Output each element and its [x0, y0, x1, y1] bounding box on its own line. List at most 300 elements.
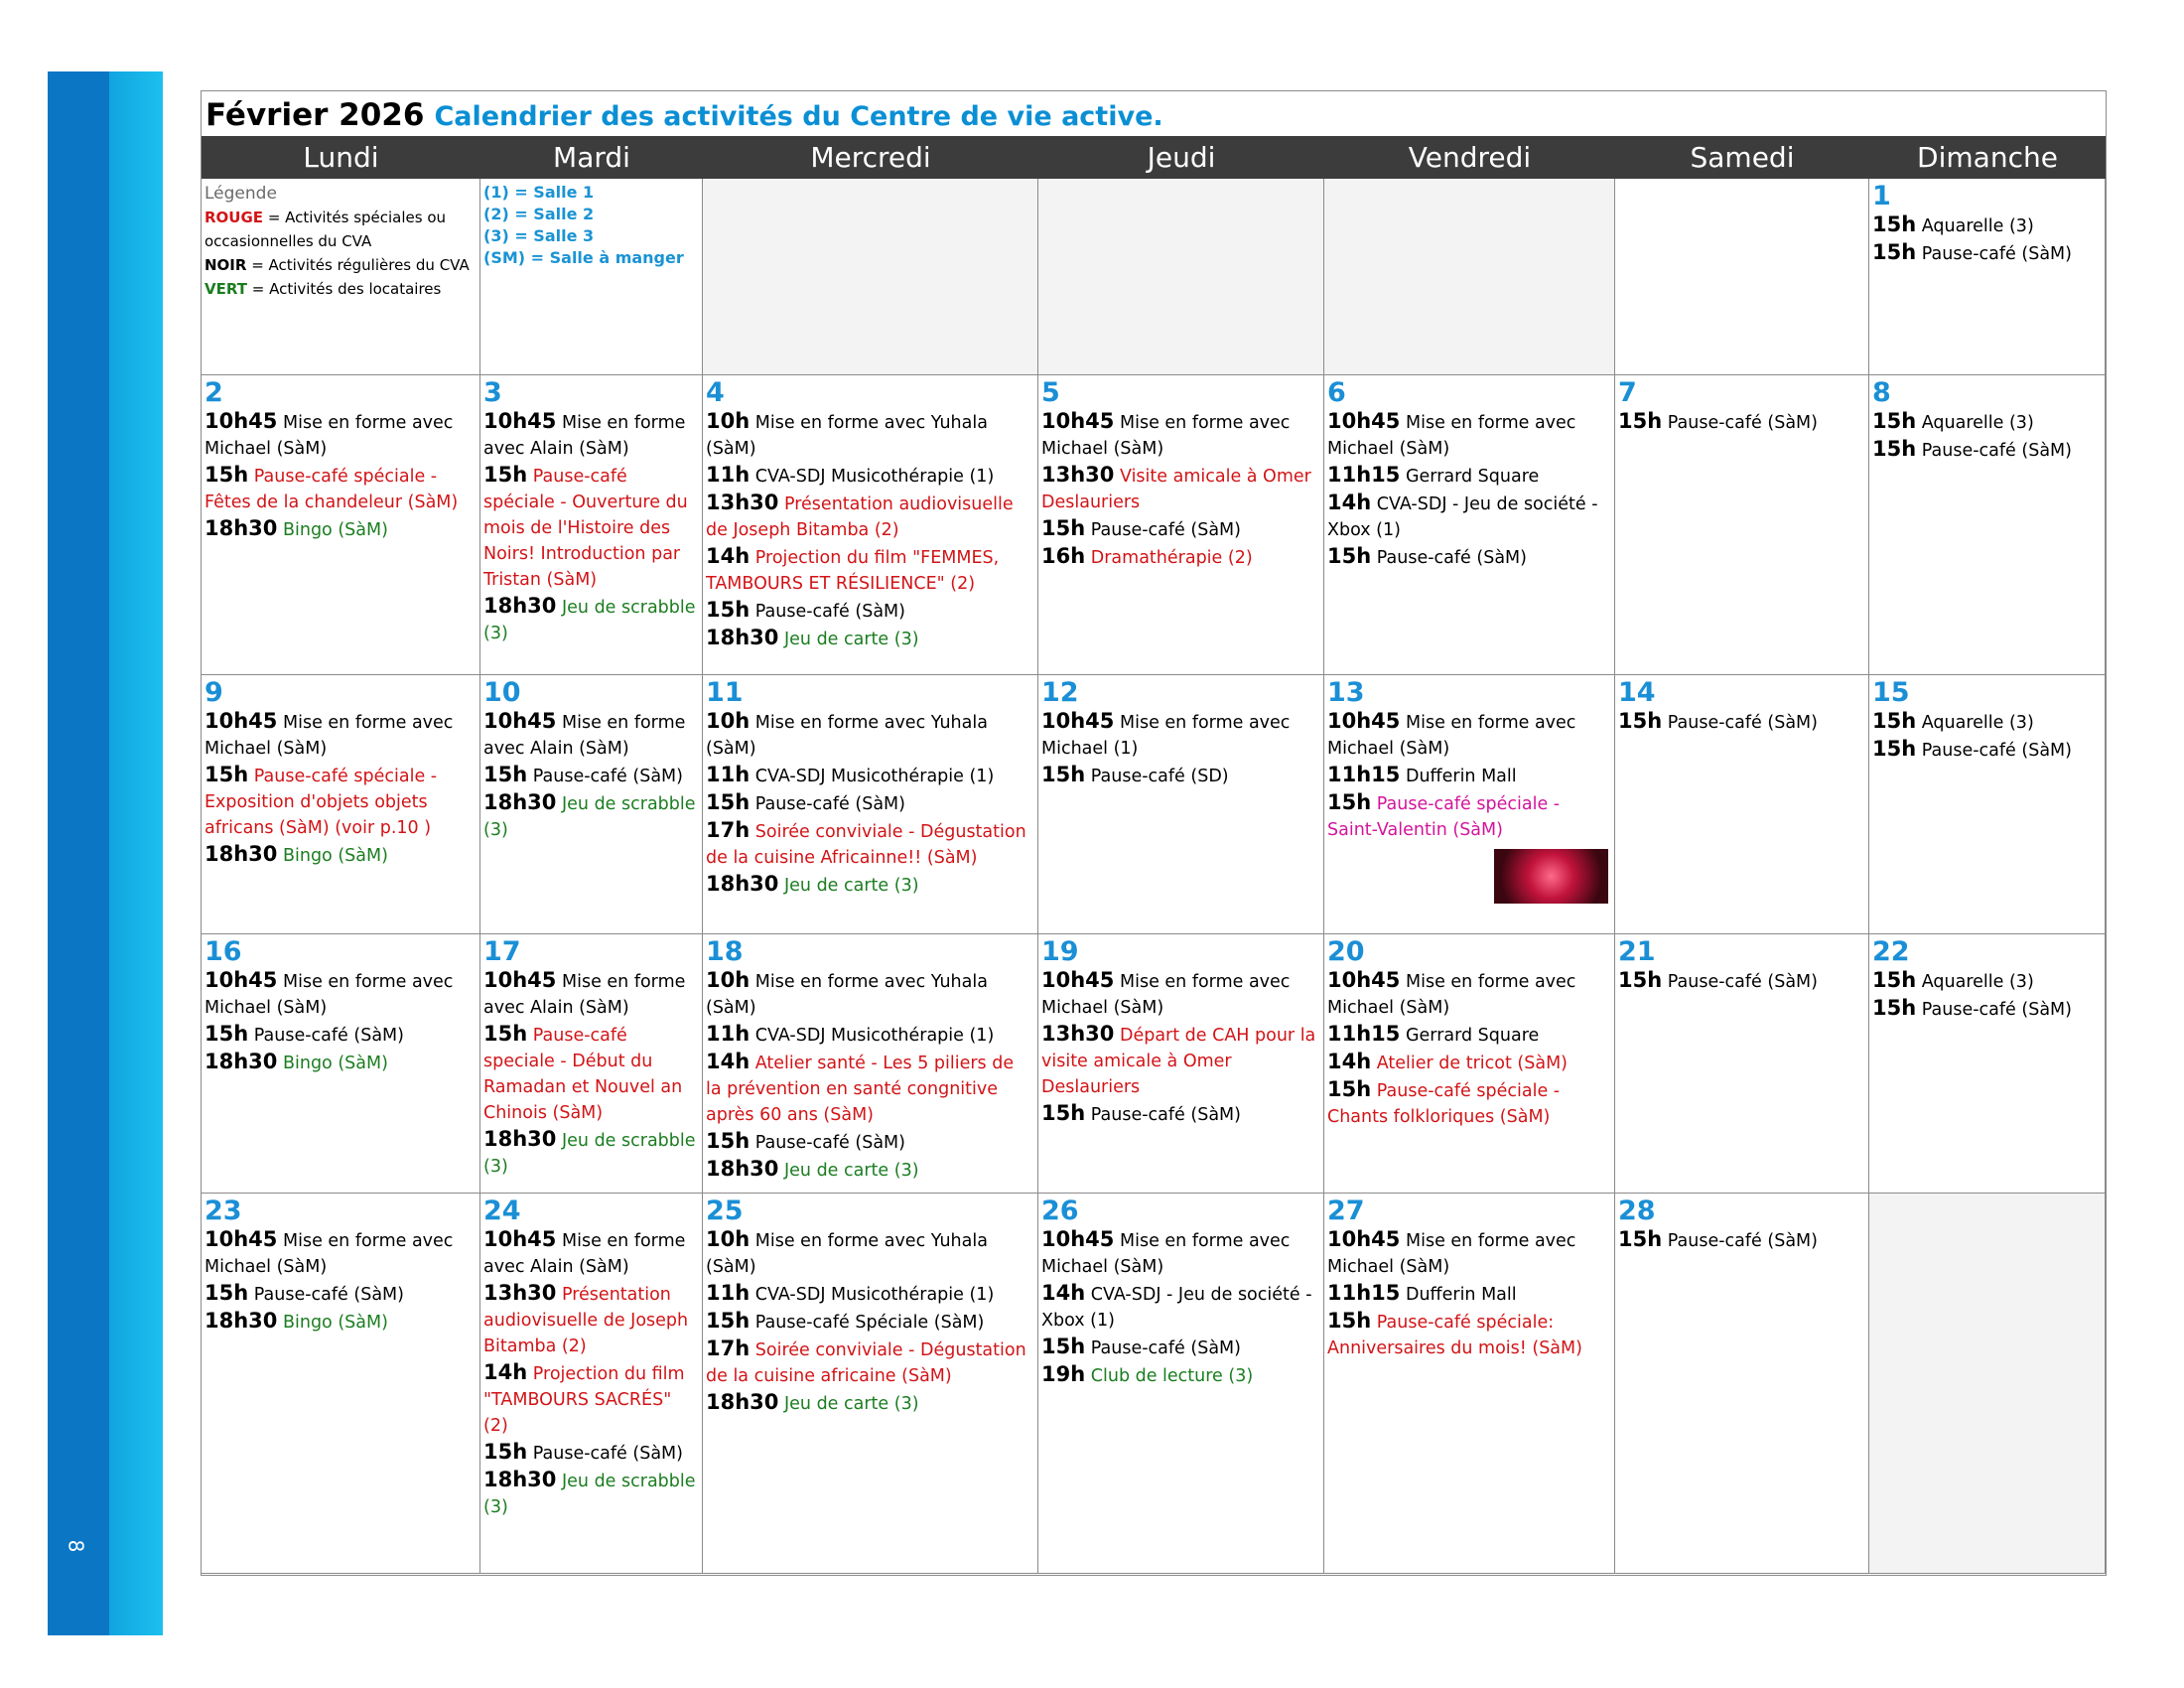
event-text: Pause-café (SàM) — [253, 1285, 404, 1305]
event-text: Dramathérapie (2) — [1090, 548, 1253, 568]
event-text: Pause-café spéciale - Fêtes de la chandeleur (SàM) — [205, 467, 459, 512]
event-item — [706, 1128, 1034, 1156]
empty-day-cell — [703, 179, 1038, 375]
day-cell-5 — [1038, 375, 1324, 675]
day-number: 11 — [706, 677, 744, 708]
event-time: 19h — [1041, 1362, 1086, 1386]
event-item — [706, 408, 1034, 462]
event-time: 14h — [706, 544, 751, 568]
event-time: 10h45 — [1041, 968, 1115, 992]
event-time: 15h — [483, 1440, 528, 1464]
event-time: 10h45 — [205, 1227, 278, 1251]
event-item — [1618, 708, 1865, 736]
event-text: Bingo (SàM) — [282, 1054, 388, 1073]
event-time: 10h45 — [205, 968, 278, 992]
event-item — [1041, 1280, 1320, 1334]
event-time: 11h15 — [1327, 463, 1401, 487]
day-number: 1 — [1872, 181, 1891, 211]
event-item — [1327, 1308, 1611, 1361]
event-time: 18h30 — [706, 872, 779, 896]
event-item — [1041, 762, 1320, 789]
event-item — [483, 1226, 699, 1280]
event-time: 17h — [706, 1336, 751, 1360]
event-item — [706, 1049, 1034, 1128]
event-item — [706, 1389, 1034, 1417]
event-text: Mise en forme avec Michael (SàM) — [1041, 972, 1291, 1018]
event-item — [706, 871, 1034, 899]
event-item — [1041, 515, 1320, 543]
event-item — [1872, 995, 2102, 1023]
legend-black-text: = Activités régulières du CVA — [251, 256, 470, 274]
event-time: 17h — [706, 818, 751, 842]
event-text: CVA-SDJ Musicothérapie (1) — [754, 1026, 995, 1046]
side-band-dark — [48, 71, 109, 1635]
event-time: 15h — [1618, 709, 1663, 733]
side-band-light — [109, 71, 163, 1635]
event-item — [706, 789, 1034, 817]
event-item — [205, 967, 477, 1021]
day-number: 16 — [205, 936, 242, 967]
weekday-vendredi: Vendredi — [1408, 141, 1532, 174]
day-cell-20 — [1324, 934, 1615, 1194]
event-item — [205, 1308, 477, 1336]
day-number: 5 — [1041, 377, 1060, 408]
event-item — [706, 597, 1034, 625]
event-time: 10h — [706, 968, 751, 992]
legend-red-text: = Activités spéciales ou occasionnelles du CVA — [205, 209, 447, 250]
event-time: 15h — [1872, 996, 1917, 1020]
day-cell-19 — [1038, 934, 1324, 1194]
event-text: Soirée conviviale - Dégustation de la cuisine Africainne!! (SàM) — [706, 822, 1026, 868]
empty-day-cell — [1324, 179, 1615, 375]
event-item — [1327, 543, 1611, 571]
event-item — [1872, 408, 2102, 436]
event-text: Pause-café spéciale - Saint-Valentin (SàM) — [1327, 794, 1561, 840]
event-time: 11h — [706, 763, 751, 786]
legend — [205, 182, 477, 301]
legend-title: Légende — [205, 184, 277, 204]
event-item — [1327, 967, 1611, 1021]
event-text: Pause-café (SàM) — [1921, 741, 2072, 761]
event-time: 18h30 — [483, 1468, 557, 1491]
event-item — [706, 1336, 1034, 1389]
event-text: Pause-café (SàM) — [1376, 548, 1527, 568]
event-time: 10h45 — [205, 409, 278, 433]
event-item — [1872, 211, 2102, 239]
event-text: Mise en forme avec Michael (SàM) — [1327, 1231, 1576, 1277]
event-text: Pause-café (SàM) — [1921, 441, 2072, 461]
event-time: 15h — [1872, 409, 1917, 433]
event-item — [1041, 1021, 1320, 1100]
event-text: Mise en forme avec Alain (SàM) — [483, 413, 686, 459]
event-text: Mise en forme avec Michael (SàM) — [205, 713, 454, 759]
event-text: CVA-SDJ - Jeu de société - Xbox (1) — [1327, 494, 1598, 540]
event-item — [205, 708, 477, 762]
event-item — [1041, 1100, 1320, 1128]
event-text: Mise en forme avec Michael (SàM) — [1041, 413, 1291, 459]
event-time: 10h45 — [483, 968, 557, 992]
event-item — [706, 1308, 1034, 1336]
event-time: 11h — [706, 463, 751, 487]
event-time: 14h — [706, 1050, 751, 1073]
event-time: 18h30 — [483, 790, 557, 814]
event-item — [483, 408, 699, 462]
event-item — [483, 708, 699, 762]
rooms-legend-cell — [480, 179, 703, 375]
weekday-jeudi: Jeudi — [1147, 141, 1216, 174]
day-cell-6 — [1324, 375, 1615, 675]
room-legend-item: (2) = Salle 2 — [483, 205, 595, 223]
event-text: Départ de CAH pour la visite amicale à Omer Deslauriers — [1041, 1026, 1316, 1097]
event-time: 15h — [1872, 968, 1917, 992]
event-item — [1327, 762, 1611, 789]
day-number: 20 — [1327, 936, 1365, 967]
legend-black-entry — [205, 253, 477, 277]
event-time: 18h30 — [483, 594, 557, 618]
event-time: 15h — [483, 763, 528, 786]
event-item — [205, 1021, 477, 1049]
event-item — [1872, 736, 2102, 764]
event-text: Pause-café (SàM) — [1090, 1338, 1241, 1358]
event-text: Pause-café spéciale: Anniversaires du mois! (SàM) — [1327, 1313, 1582, 1358]
event-item — [1041, 708, 1320, 762]
event-time: 10h45 — [1327, 1227, 1401, 1251]
day-cell-24 — [480, 1194, 703, 1574]
event-time: 10h45 — [483, 409, 557, 433]
event-item — [706, 1226, 1034, 1280]
event-item — [1618, 967, 1865, 995]
event-item — [1327, 789, 1611, 843]
event-text: Présentation audiovisuelle de Joseph Bitamba (2) — [483, 1285, 689, 1356]
event-time: 15h — [1618, 409, 1663, 433]
day-number: 28 — [1618, 1196, 1656, 1226]
legend-green-key: VERT — [205, 280, 247, 298]
calendar-subtitle: Calendrier des activités du Centre de vie active. — [434, 101, 1163, 132]
event-time: 10h45 — [483, 1227, 557, 1251]
event-text: Mise en forme avec Alain (SàM) — [483, 1231, 686, 1277]
room-legend-item: (SM) = Salle à manger — [483, 248, 684, 267]
event-item — [205, 515, 477, 543]
legend-green-text: = Activités des locataires — [251, 280, 442, 298]
event-text: Projection du film "TAMBOURS SACRÉS" (2) — [483, 1364, 685, 1436]
event-item — [1327, 1226, 1611, 1280]
event-text: Jeu de carte (3) — [783, 876, 919, 896]
event-text: Mise en forme avec Michael (SàM) — [1041, 1231, 1291, 1277]
day-number: 18 — [706, 936, 744, 967]
event-item — [483, 1021, 699, 1126]
event-text: CVA-SDJ Musicothérapie (1) — [754, 467, 995, 487]
day-number: 26 — [1041, 1196, 1079, 1226]
event-item — [1327, 408, 1611, 462]
event-time: 18h30 — [706, 626, 779, 649]
event-text: Mise en forme avec Michael (SàM) — [205, 413, 454, 459]
event-item — [1041, 1226, 1320, 1280]
event-text: CVA-SDJ Musicothérapie (1) — [754, 767, 995, 786]
event-text: Gerrard Square — [1405, 467, 1540, 487]
event-item — [205, 408, 477, 462]
day-cell-21 — [1615, 934, 1869, 1194]
event-text: Pause-café (SàM) — [253, 1026, 404, 1046]
page-number: 8 — [64, 1539, 88, 1553]
event-time: 14h — [1327, 491, 1372, 514]
event-item — [1872, 708, 2102, 736]
event-text: Pause-café spéciale - Exposition d'objets objets africans (SàM) (voir p.10 ) — [205, 767, 438, 838]
event-item — [483, 1467, 699, 1520]
weekday-mercredi: Mercredi — [810, 141, 931, 174]
event-text: Mise en forme avec Alain (SàM) — [483, 713, 686, 759]
event-item — [483, 1439, 699, 1467]
day-number: 2 — [205, 377, 223, 408]
legend-green-entry — [205, 277, 477, 301]
day-number: 15 — [1872, 677, 1910, 708]
event-time: 10h45 — [1327, 409, 1401, 433]
event-text: Bingo (SàM) — [282, 846, 388, 866]
day-number: 27 — [1327, 1196, 1365, 1226]
event-text: Pause-café (SàM) — [1921, 244, 2072, 264]
empty-day-cell — [1615, 179, 1869, 375]
event-item — [483, 967, 699, 1021]
event-text: Atelier de tricot (SàM) — [1376, 1054, 1569, 1073]
event-text: Jeu de carte (3) — [783, 630, 919, 649]
heart-image — [1494, 849, 1608, 904]
event-text: Visite amicale à Omer Deslauriers — [1041, 467, 1311, 512]
event-item — [706, 625, 1034, 652]
event-text: Mise en forme avec Michael (SàM) — [205, 972, 454, 1018]
side-decoration-band — [48, 71, 163, 1635]
empty-day-cell — [1038, 179, 1324, 375]
event-time: 15h — [1872, 737, 1917, 761]
event-item — [1041, 408, 1320, 462]
event-text: Club de lecture (3) — [1090, 1366, 1254, 1386]
event-text: Atelier santé - Les 5 piliers de la prévention en santé congnitive après 60 ans (SàM) — [706, 1054, 1015, 1125]
event-item — [706, 490, 1034, 543]
weekday-dimanche: Dimanche — [1917, 141, 2058, 174]
event-item — [1041, 1361, 1320, 1389]
event-text: Pause-café (SàM) — [1921, 1000, 2072, 1020]
day-cell-12 — [1038, 675, 1324, 934]
event-item — [706, 708, 1034, 762]
day-number: 22 — [1872, 936, 1910, 967]
event-text: Pause-café (SàM) — [1667, 1231, 1818, 1251]
event-item — [706, 543, 1034, 597]
event-text: Pause-café (SàM) — [532, 1444, 683, 1464]
event-time: 10h45 — [205, 709, 278, 733]
event-item — [706, 817, 1034, 871]
event-text: CVA-SDJ - Jeu de société - Xbox (1) — [1041, 1285, 1312, 1331]
day-number: 17 — [483, 936, 521, 967]
event-time: 10h45 — [1041, 1227, 1115, 1251]
day-cell-3 — [480, 375, 703, 675]
day-cell-23 — [202, 1194, 480, 1574]
event-text: Pause-café (SàM) — [754, 1133, 905, 1153]
day-cell-9 — [202, 675, 480, 934]
event-time: 10h45 — [483, 709, 557, 733]
legend-cell — [202, 179, 480, 375]
event-item — [706, 1021, 1034, 1049]
event-item — [1327, 708, 1611, 762]
event-text: Aquarelle (3) — [1921, 972, 2034, 992]
event-text: Mise en forme avec Michael (1) — [1041, 713, 1291, 759]
event-text: Pause-café (SD) — [1090, 767, 1229, 786]
event-item — [205, 1049, 477, 1076]
event-time: 15h — [205, 1281, 249, 1305]
weekday-samedi: Samedi — [1690, 141, 1795, 174]
event-text: Mise en forme avec Michael (SàM) — [1327, 972, 1576, 1018]
event-time: 15h — [205, 1022, 249, 1046]
event-time: 13h30 — [1041, 463, 1115, 487]
event-text: Mise en forme avec Yuhala (SàM) — [706, 713, 988, 759]
event-text: Bingo (SàM) — [282, 1313, 388, 1333]
day-cell-4 — [703, 375, 1038, 675]
event-time: 14h — [1327, 1050, 1372, 1073]
event-text: Jeu de scrabble (3) — [483, 1472, 696, 1517]
event-time: 15h — [205, 463, 249, 487]
event-item — [1872, 239, 2102, 267]
event-text: Pause-café Spéciale (SàM) — [754, 1313, 985, 1333]
event-time: 13h30 — [1041, 1022, 1115, 1046]
event-time: 15h — [1041, 1335, 1086, 1358]
day-cell-14 — [1615, 675, 1869, 934]
event-item — [483, 1280, 699, 1359]
event-time: 18h30 — [706, 1157, 779, 1181]
event-time: 15h — [1327, 1309, 1372, 1333]
day-number: 12 — [1041, 677, 1079, 708]
event-time: 10h — [706, 1227, 751, 1251]
day-cell-16 — [202, 934, 480, 1194]
event-time: 11h — [706, 1022, 751, 1046]
day-cell-2 — [202, 375, 480, 675]
event-item — [706, 462, 1034, 490]
event-time: 18h30 — [205, 516, 278, 540]
event-time: 15h — [205, 763, 249, 786]
day-cell-17 — [480, 934, 703, 1194]
event-item — [1872, 967, 2102, 995]
day-number: 3 — [483, 377, 502, 408]
event-text: Soirée conviviale - Dégustation de la cuisine africaine (SàM) — [706, 1340, 1026, 1386]
room-legend-item: (1) = Salle 1 — [483, 183, 595, 202]
event-time: 15h — [706, 790, 751, 814]
event-time: 15h — [706, 598, 751, 622]
day-cell-7 — [1615, 375, 1869, 675]
day-number: 13 — [1327, 677, 1365, 708]
event-text: Pause-café (SàM) — [1667, 972, 1818, 992]
legend-red-key: ROUGE — [205, 209, 264, 226]
event-text: Mise en forme avec Alain (SàM) — [483, 972, 686, 1018]
event-item — [205, 762, 477, 841]
event-text: Jeu de scrabble (3) — [483, 1131, 696, 1177]
event-time: 13h30 — [483, 1281, 557, 1305]
day-cell-15 — [1869, 675, 2106, 934]
event-time: 10h45 — [1327, 709, 1401, 733]
weekday-lundi: Lundi — [303, 141, 379, 174]
event-item — [706, 1280, 1034, 1308]
event-text: Mise en forme avec Yuhala (SàM) — [706, 413, 988, 459]
day-number: 24 — [483, 1196, 521, 1226]
event-time: 10h45 — [1327, 968, 1401, 992]
event-time: 15h — [706, 1129, 751, 1153]
event-item — [1041, 967, 1320, 1021]
day-number: 8 — [1872, 377, 1891, 408]
event-time: 15h — [1041, 763, 1086, 786]
event-time: 10h — [706, 409, 751, 433]
event-time: 11h — [706, 1281, 751, 1305]
event-time: 15h — [1618, 1227, 1663, 1251]
event-time: 15h — [1327, 1077, 1372, 1101]
day-cell-25 — [703, 1194, 1038, 1574]
event-time: 10h — [706, 709, 751, 733]
event-time: 11h15 — [1327, 1281, 1401, 1305]
event-text: Jeu de scrabble (3) — [483, 598, 696, 643]
event-item — [1327, 1076, 1611, 1130]
event-text: Aquarelle (3) — [1921, 713, 2034, 733]
event-item — [483, 593, 699, 646]
event-item — [1872, 436, 2102, 464]
day-cell-1 — [1869, 179, 2106, 375]
event-item — [1327, 490, 1611, 543]
day-number: 14 — [1618, 677, 1656, 708]
day-cell-26 — [1038, 1194, 1324, 1574]
event-text: CVA-SDJ Musicothérapie (1) — [754, 1285, 995, 1305]
calendar — [201, 90, 2107, 1576]
calendar-title — [205, 95, 1163, 135]
event-time: 18h30 — [205, 1050, 278, 1073]
event-time: 15h — [1872, 240, 1917, 264]
event-text: Mise en forme avec Michael (SàM) — [1327, 413, 1576, 459]
event-time: 11h15 — [1327, 763, 1401, 786]
event-item — [483, 1126, 699, 1180]
empty-day-cell — [1869, 1194, 2106, 1574]
event-item — [205, 462, 477, 515]
event-item — [205, 1280, 477, 1308]
event-text: Projection du film "FEMMES, TAMBOURS ET RÉSILIENCE" (2) — [706, 548, 1000, 594]
event-time: 15h — [1327, 544, 1372, 568]
day-number: 23 — [205, 1196, 242, 1226]
event-item — [706, 967, 1034, 1021]
event-time: 15h — [1041, 516, 1086, 540]
event-text: Mise en forme avec Yuhala (SàM) — [706, 972, 988, 1018]
event-text: Dufferin Mall — [1405, 767, 1517, 786]
event-item — [1327, 1021, 1611, 1049]
day-cell-11 — [703, 675, 1038, 934]
day-number: 25 — [706, 1196, 744, 1226]
day-cell-27 — [1324, 1194, 1615, 1574]
event-item — [1041, 543, 1320, 571]
event-item — [1618, 1226, 1865, 1254]
day-number: 4 — [706, 377, 725, 408]
event-time: 10h45 — [1041, 709, 1115, 733]
event-text: Pause-café (SàM) — [1090, 520, 1241, 540]
event-text: Présentation audiovisuelle de Joseph Bitamba (2) — [706, 494, 1014, 540]
day-number: 6 — [1327, 377, 1346, 408]
event-item — [205, 841, 477, 869]
event-text: Pause-café (SàM) — [1667, 713, 1818, 733]
day-number: 21 — [1618, 936, 1656, 967]
event-item — [706, 762, 1034, 789]
event-item — [205, 1226, 477, 1280]
event-text: Jeu de carte (3) — [783, 1161, 919, 1181]
event-text: Gerrard Square — [1405, 1026, 1540, 1046]
event-time: 14h — [1041, 1281, 1086, 1305]
event-text: Pause-café (SàM) — [532, 767, 683, 786]
legend-red-entry — [205, 206, 477, 253]
event-text: Aquarelle (3) — [1921, 413, 2034, 433]
event-time: 16h — [1041, 544, 1086, 568]
event-text: Dufferin Mall — [1405, 1285, 1517, 1305]
day-number: 10 — [483, 677, 521, 708]
day-number: 7 — [1618, 377, 1637, 408]
event-item — [1618, 408, 1865, 436]
event-text: Jeu de scrabble (3) — [483, 794, 696, 840]
